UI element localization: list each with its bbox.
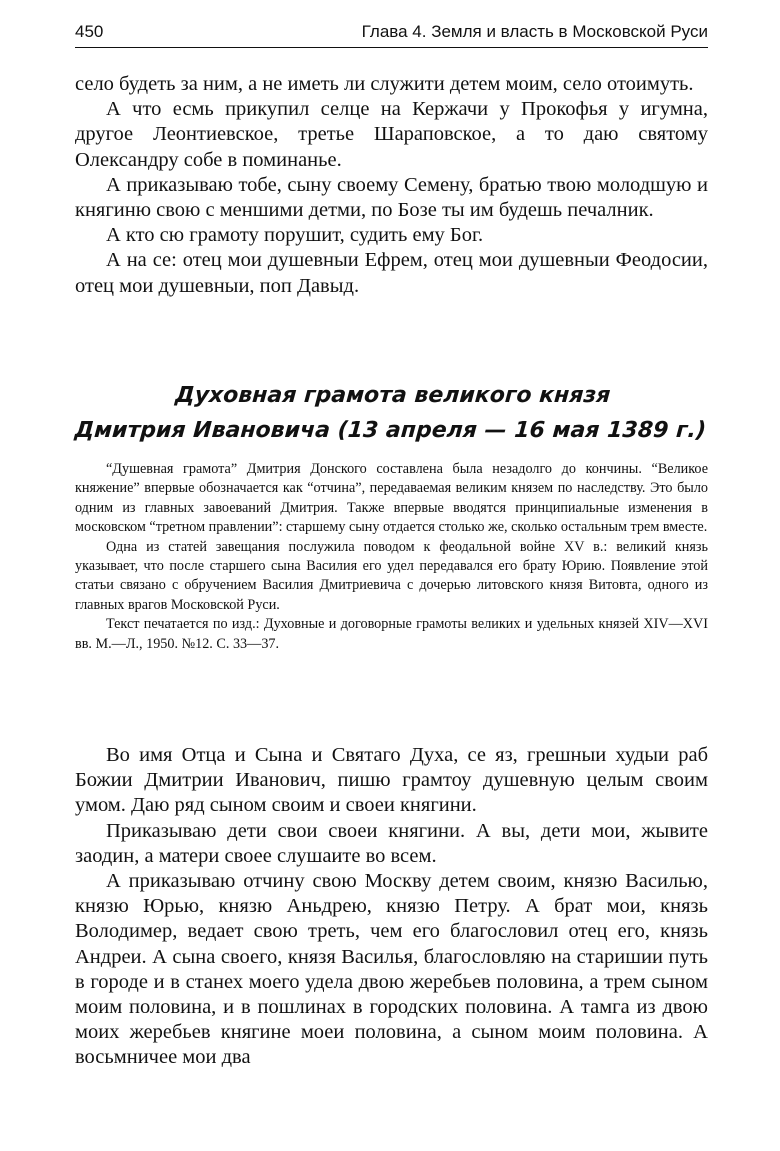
main-text-block [75, 743, 708, 1071]
note-paragraph: Одна из статей завещания послужила поводом к феодальной войне XV в.: великий князь указывает, что после старшего сына Василия его удел передавался его брату Юрию. Появление этой статьи связано с обручением Василия Дмитриевича с дочерью литовского князя Витовта, одного из главных врагов Московской Руси. [75, 538, 708, 613]
chapter-title: Глава 4. Земля и власть в Московской Руси [361, 22, 708, 41]
header-rule [75, 47, 708, 48]
note-paragraph: Текст печатается по изд.: Духовные и договорные грамоты великих и удельных князей XIV—XVI вв. М.—Л., 1950. №12. С. 33—37. [75, 616, 708, 652]
running-header [75, 20, 708, 46]
editorial-notes [75, 460, 708, 654]
section-title-line: Дмитрия Ивановича (13 апреля — 16 мая 1389 г.) [73, 418, 707, 443]
paragraph: Во имя Отца и Сына и Святаго Духа, се яз, грешныи худыи раб Божии Дмитрии Иванович, пишю грамтоу душевную целым своим умом. Даю ряд сыном своим и своеи княгини. [75, 744, 708, 817]
top-text-block [75, 72, 708, 299]
paragraph: село будеть за ним, а не иметь ли служити детем моим, село отоимуть. [75, 73, 694, 95]
paragraph: Приказываю дети свои своеи княгини. А вы, дети мои, жывите заодин, а матери своее слушаите во всем. [75, 819, 708, 867]
paragraph: А на се: отец мои душевныи Ефрем, отец мои душевныи Феодосии, отец мои душевныи, поп Давыд. [75, 249, 708, 297]
page-number: 450 [75, 22, 104, 41]
note-paragraph: “Душевная грамота” Дмитрия Донского составлена была незадолго до кончины. “Великое княжение” впервые обозначается как “отчина”, передаваемая великим князем по наследству. Это было одним из главных завоеваний Дмитрия. Также впервые вводятся принципиальные изменения в московском “третном правлении”: старшему сыну отдается столько же, сколько остальным трем вместе. [75, 461, 708, 536]
paragraph: А что есмь прикупил селце на Кержачи у Прокофья у игумна, другое Леонтиевское, третье Шараповское, а то даю святому Олександру собе в поминанье. [75, 98, 708, 171]
section-title [73, 378, 711, 448]
paragraph: А приказываю отчину свою Москву детем своим, князю Василью, князю Юрью, князю Аньдрею, князю Петру. А брат мои, князь Володимер, ведает свою треть, чем его благословил отец его, князь Андреи. А сына своего, князя Василья, благословляю на старишии путь в городе и в станех моего удела двою жеребьев половина, а трем сыном моим половина, и в пошлинах в городских половина. А тамга из двою моих жеребьев княгине моеи половина, а сыном моим половина. А восьмничее мои два [75, 870, 708, 1069]
paragraph: А кто сю грамоту порушит, судить ему Бог. [106, 224, 484, 247]
section-title-line: Духовная грамота великого князя [174, 383, 612, 408]
paragraph: А приказываю тобе, сыну своему Семену, братью твою молодшую и княгиню свою с меншими детми, по Бозе ты им будешь печалник. [75, 173, 708, 222]
